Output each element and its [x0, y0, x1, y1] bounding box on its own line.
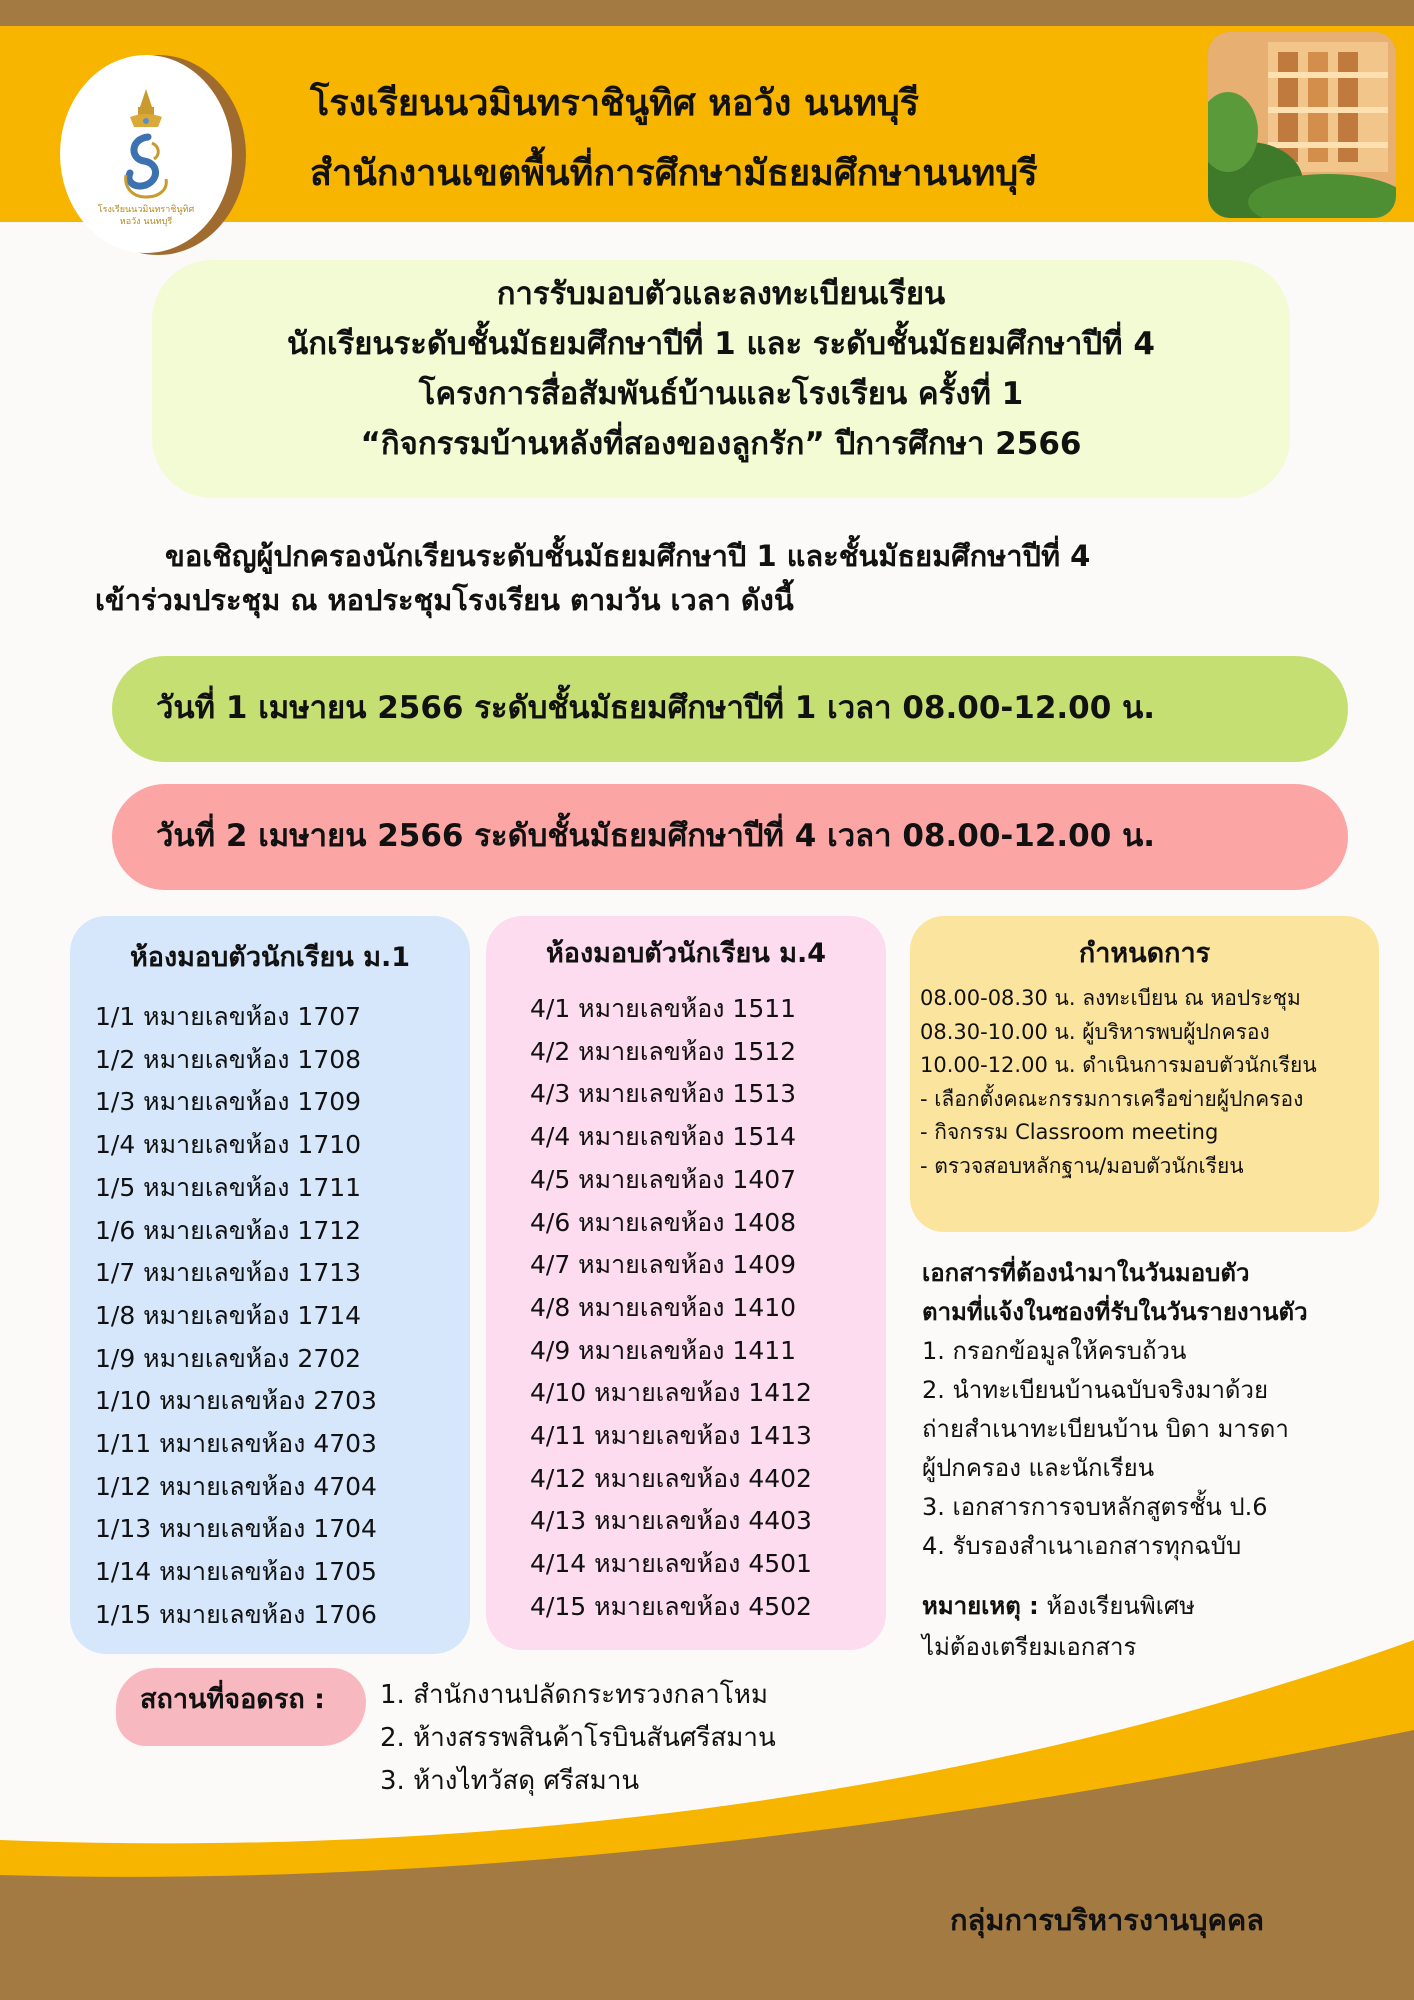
list-item: 2. ห้างสรรพสินค้าโรบินสันศรีสมาน: [380, 1723, 776, 1753]
school-logo: [60, 55, 232, 253]
list-item: 1. สำนักงานปลัดกระทรวงกลาโหม: [380, 1680, 769, 1710]
logo-caption-line1: โรงเรียนนวมินทราชินูทิศ: [97, 205, 195, 215]
note-label: หมายเหตุ :: [922, 1592, 1039, 1620]
office-name: สำนักงานเขตพื้นที่การศึกษามัธยมศึกษานนทบุรี: [310, 153, 1038, 194]
note-text1: ห้องเรียนพิเศษ: [1038, 1592, 1195, 1620]
list-item: 4/12 หมายเลขห้อง 4402: [530, 1463, 812, 1493]
list-item: 4/9 หมายเลขห้อง 1411: [530, 1335, 797, 1365]
list-item: 3. เอกสารการจบหลักสูตรชั้น ป.6: [922, 1493, 1268, 1521]
list-item: 4/13 หมายเลขห้อง 4403: [530, 1506, 812, 1536]
list-item: 1. กรอกข้อมูลให้ครบถ้วน: [922, 1337, 1187, 1365]
event-title-line1: การรับมอบตัวและลงทะเบียนเรียน: [496, 276, 946, 312]
m1-room-list: [95, 996, 377, 1637]
list-item: 08.30-10.00 น. ผู้บริหารพบผู้ปกครอง: [920, 1019, 1270, 1044]
m4-rooms-panel: [486, 916, 886, 1650]
m4-rooms-title: ห้องมอบตัวนักเรียน ม.4: [545, 938, 827, 969]
list-item: 4/2 หมายเลขห้อง 1512: [530, 1036, 797, 1066]
top-brown-strip: [0, 0, 1414, 26]
building-image: [1208, 32, 1396, 218]
event-title-line3: โครงการสื่อสัมพันธ์บ้านและโรงเรียน ครั้งที่ 1: [418, 376, 1024, 412]
list-item: 10.00-12.00 น. ดำเนินการมอบตัวนักเรียน: [920, 1053, 1317, 1077]
event-title-box: [152, 260, 1290, 498]
list-item: - เลือกตั้งคณะกรรมการเครือข่ายผู้ปกครอง: [920, 1086, 1304, 1111]
parking-label: สถานที่จอดรถ :: [140, 1684, 325, 1715]
list-item: 4/1 หมายเลขห้อง 1511: [530, 994, 797, 1023]
list-item: 1/2 หมายเลขห้อง 1708: [95, 1044, 362, 1074]
logo-caption-line2: หอวัง นนทบุรี: [119, 217, 173, 227]
list-item: 4/7 หมายเลขห้อง 1409: [530, 1250, 797, 1280]
day2-banner: [112, 784, 1348, 890]
m1-rooms-title: ห้องมอบตัวนักเรียน ม.1: [129, 942, 411, 973]
parking-list: [380, 1674, 776, 1803]
list-item: 4. รับรองสำเนาเอกสารทุกฉบับ: [922, 1532, 1242, 1560]
school-name: โรงเรียนนวมินทราชินูทิศ หอวัง นนทบุรี: [310, 83, 920, 124]
day2-text: วันที่ 2 เมษายน 2566 ระดับชั้นมัธยมศึกษาปีที่ 4 เวลา 08.00-12.00 น.: [156, 818, 1156, 854]
list-item: ผู้ปกครอง และนักเรียน: [922, 1454, 1155, 1482]
list-item: 4/8 หมายเลขห้อง 1410: [530, 1292, 797, 1322]
list-item: 1/9 หมายเลขห้อง 2702: [95, 1343, 362, 1373]
list-item: 1/8 หมายเลขห้อง 1714: [95, 1300, 362, 1330]
m1-rooms-panel: [70, 916, 470, 1654]
list-item: 2. นำทะเบียนบ้านฉบับจริงมาด้วย: [922, 1376, 1269, 1404]
list-item: 1/10 หมายเลขห้อง 2703: [95, 1386, 377, 1416]
list-item: 3. ห้างไทวัสดุ ศรีสมาน: [380, 1766, 640, 1796]
event-title-line4: “กิจกรรมบ้านหลังที่สองของลูกรัก” ปีการศึกษา 2566: [360, 426, 1082, 462]
list-item: 08.00-08.30 น. ลงทะเบียน ณ หอประชุม: [920, 986, 1301, 1010]
documents-heading2: ตามที่แจ้งในซองที่รับในวันรายงานตัว: [922, 1298, 1308, 1326]
schedule-list: [920, 982, 1317, 1183]
list-item: 4/4 หมายเลขห้อง 1514: [530, 1122, 797, 1152]
m4-room-list: [530, 988, 812, 1629]
list-item: - ตรวจสอบหลักฐาน/มอบตัวนักเรียน: [920, 1153, 1244, 1178]
list-item: 4/11 หมายเลขห้อง 1413: [530, 1421, 812, 1451]
footer-department: กลุ่มการบริหารงานบุคคล: [950, 1903, 1265, 1937]
list-item: ถ่ายสำเนาทะเบียนบ้าน บิดา มารดา: [922, 1415, 1289, 1443]
list-item: 1/11 หมายเลขห้อง 4703: [95, 1429, 377, 1459]
note-line2: ไม่ต้องเตรียมเอกสาร: [922, 1633, 1137, 1661]
list-item: - กิจกรรม Classroom meeting: [920, 1120, 1219, 1144]
school-building-photo: [1208, 32, 1396, 218]
list-item: 1/5 หมายเลขห้อง 1711: [95, 1172, 362, 1202]
list-item: 4/3 หมายเลขห้อง 1513: [530, 1079, 797, 1109]
list-item: 1/1 หมายเลขห้อง 1707: [95, 1002, 362, 1031]
note-line1: [922, 1587, 1195, 1626]
day1-text: วันที่ 1 เมษายน 2566 ระดับชั้นมัธยมศึกษาปีที่ 1 เวลา 08.00-12.00 น.: [156, 690, 1156, 726]
event-title-line2: นักเรียนระดับชั้นมัธยมศึกษาปีที่ 1 และ ระดับชั้นมัธยมศึกษาปีที่ 4: [287, 326, 1155, 362]
documents-heading1: เอกสารที่ต้องนำมาในวันมอบตัว: [922, 1259, 1250, 1287]
list-item: 4/6 หมายเลขห้อง 1408: [530, 1207, 797, 1237]
list-item: 1/15 หมายเลขห้อง 1706: [95, 1599, 377, 1629]
list-item: 4/15 หมายเลขห้อง 4502: [530, 1591, 812, 1621]
list-item: 1/7 หมายเลขห้อง 1713: [95, 1258, 362, 1288]
list-item: 1/12 หมายเลขห้อง 4704: [95, 1471, 377, 1501]
day1-banner: [112, 656, 1348, 762]
intro-line1: ขอเชิญผู้ปกครองนักเรียนระดับชั้นมัธยมศึกษาปี 1 และชั้นมัธยมศึกษาปีที่ 4: [165, 539, 1091, 573]
list-item: 1/13 หมายเลขห้อง 1704: [95, 1514, 377, 1544]
list-item: 1/3 หมายเลขห้อง 1709: [95, 1087, 362, 1117]
list-item: 4/14 หมายเลขห้อง 4501: [530, 1549, 812, 1579]
list-item: 1/14 หมายเลขห้อง 1705: [95, 1557, 377, 1587]
list-item: 4/10 หมายเลขห้อง 1412: [530, 1378, 812, 1408]
list-item: 1/6 หมายเลขห้อง 1712: [95, 1215, 362, 1245]
list-item: 4/5 หมายเลขห้อง 1407: [530, 1164, 797, 1194]
schedule-panel: [910, 916, 1379, 1232]
intro-line2: เข้าร่วมประชุม ณ หอประชุมโรงเรียน ตามวัน เวลา ดังนี้: [95, 583, 794, 617]
list-item: 1/4 หมายเลขห้อง 1710: [95, 1130, 362, 1160]
schedule-title: กำหนดการ: [1078, 938, 1211, 969]
